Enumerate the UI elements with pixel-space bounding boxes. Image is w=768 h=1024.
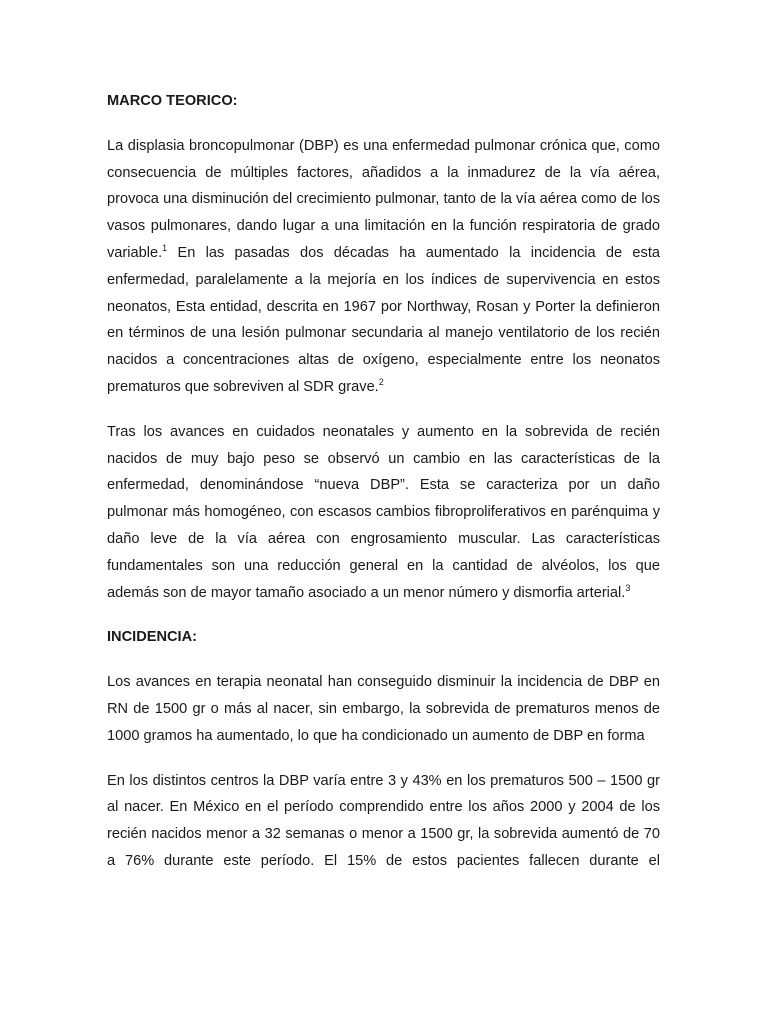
paragraph-incidencia-1: Los avances en terapia neonatal han conseguido disminuir la incidencia de DBP en RN de 1500 gr o más al nacer, sin embargo, la sobrevida de prematuros menos de 1000 gramos ha aumentado, lo que ha condicionado un aumento de DBP en forma: [107, 674, 660, 744]
section-heading-marco-teorico: MARCO TEORICO:: [107, 93, 238, 109]
footnote-ref: 2: [378, 377, 384, 388]
document-page: [107, 88, 660, 893]
paragraph-text: Tras los avances en cuidados neonatales y aumento en la sobrevida de recién nacidos de muy bajo peso se observó un cambio en las características de la enfermedad, denominándose “nueva DBP”. Esta se caracteriza por un daño pulmonar más homogéneo, con escasos cambios fibroproliferativos en parénquima y daño leve de la vía aérea con engrosamiento muscular. Las características fundamentales son una reducción general en la cantidad de alvéolos, los que además son de mayor tamaño asociado a un menor número y dismorfia arterial.: [107, 423, 660, 601]
paragraph-text: En las pasadas dos décadas ha aumentado la incidencia de esta enfermedad, paralelamente a la mejoría en los índices de supervivencia en estos neonatos, Esta entidad, descrita en 1967 por Northway, Rosan y Porter la definieron en términos de una lesión pulmonar secundaria al manejo ventilatorio de los recién nacidos a concentraciones altas de oxígeno, especialmente entre los neonatos prematuros que sobreviven al SDR grave.: [107, 244, 660, 395]
footnote-ref: 1: [162, 243, 168, 254]
paragraph-dbp-definition: [107, 133, 660, 401]
paragraph-text: La displasia broncopulmonar (DBP) es una enfermedad pulmonar crónica que, como consecuencia de múltiples factores, añadidos a la inmadurez de la vía aérea, provoca una disminución del crecimiento pulmonar, tanto de la vía aérea como de los vasos pulmonares, dando lugar a una limitación en la función respiratoria de grado variable.: [107, 137, 660, 261]
paragraph-nueva-dbp: [107, 419, 660, 607]
footnote-ref: 3: [625, 582, 631, 593]
section-heading-incidencia: INCIDENCIA:: [107, 629, 197, 646]
paragraph-incidencia-2: En los distintos centros la DBP varía entre 3 y 43% en los prematuros 500 – 1500 gr al nacer. En México en el período comprendido entre los años 2000 y 2004 de los recién nacidos menor a 32 semanas o menor a 1500 gr, la sobrevida aumentó de 70 a 76% durante este período. El 15% de estos pacientes fallecen durante el: [107, 772, 660, 869]
